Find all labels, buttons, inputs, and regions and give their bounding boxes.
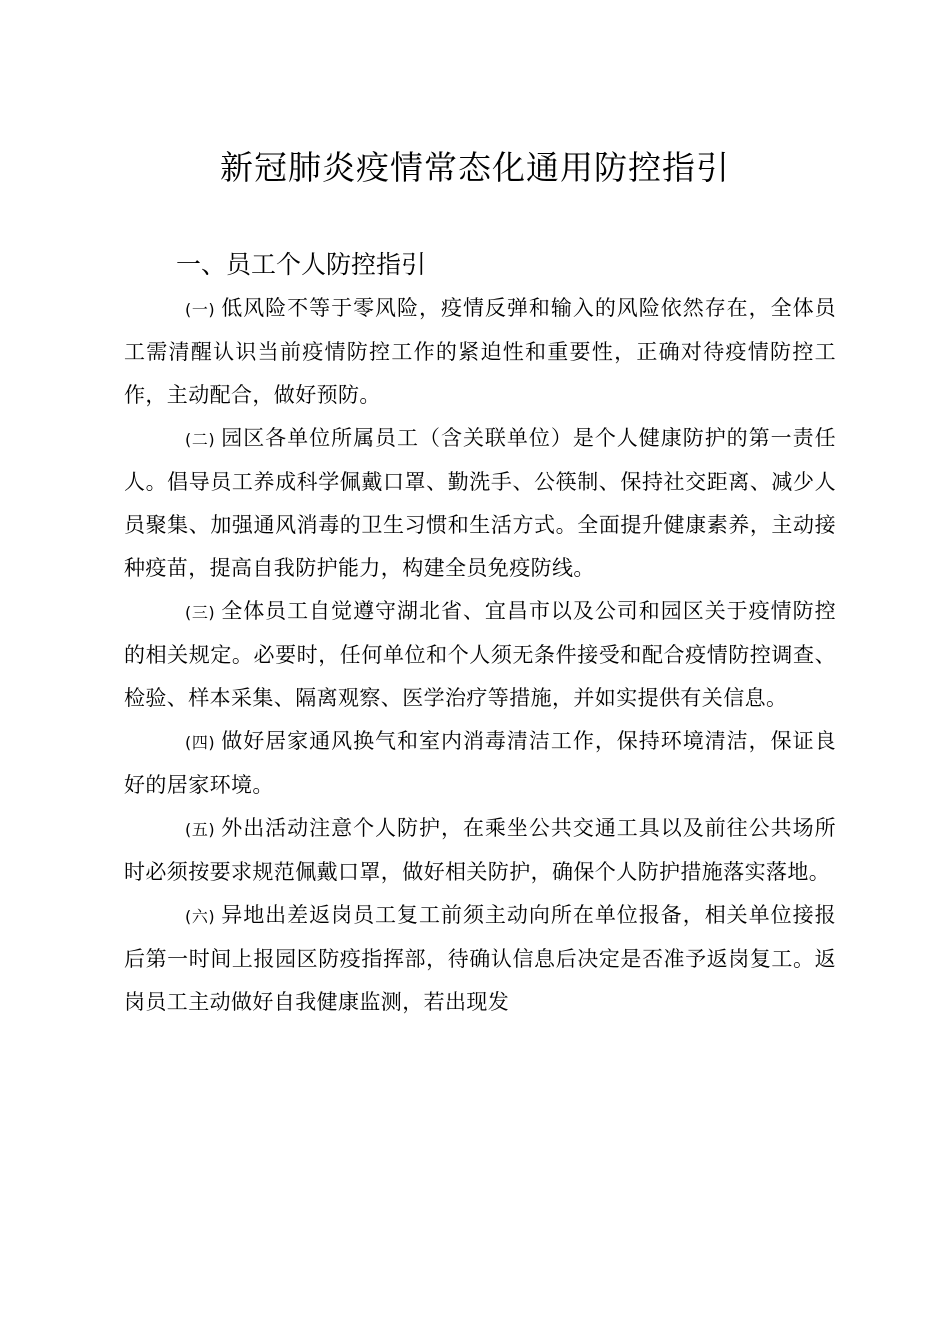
page-title: 新冠肺炎疫情常态化通用防控指引 <box>220 148 730 187</box>
paragraph-marker: (二) <box>185 430 215 449</box>
paragraph-4 <box>124 720 836 807</box>
paragraph-text: 低风险不等于零风险，疫情反弹和输入的风险依然存在，全体员工需清醒认识当前疫情防控工作的紧迫性和重要性，正确对待疫情防控工作，主动配合，做好预防。 <box>124 296 836 407</box>
paragraph-6 <box>124 894 836 1024</box>
paragraph-text: 做好居家通风换气和室内消毒清洁工作，保持环境清洁，保证良好的居家环境。 <box>124 729 836 797</box>
paragraph-marker: (四) <box>185 733 215 752</box>
paragraph-text: 外出活动注意个人防护，在乘坐公共交通工具以及前往公共场所时必须按要求规范佩戴口罩，做好相关防护，确保个人防护措施落实落地。 <box>124 816 836 884</box>
paragraph-marker: (一) <box>185 300 215 319</box>
paragraph-text: 全体员工自觉遵守湖北省、宜昌市以及公司和园区关于疫情防控的相关规定。必要时，任何单位和个人须无条件接受和配合疫情防控调查、检验、样本采集、隔离观察、医学治疗等措施，并如实提供有关信息。 <box>124 599 836 710</box>
paragraph-2 <box>124 417 836 590</box>
paragraph-5 <box>124 807 836 894</box>
document-body <box>124 287 836 1024</box>
paragraph-marker: (五) <box>185 820 215 839</box>
paragraph-text: 园区各单位所属员工（含关联单位）是个人健康防护的第一责任人。倡导员工养成科学佩戴口罩、勤洗手、公筷制、保持社交距离、减少人员聚集、加强通风消毒的卫生习惯和生活方式。全面提升健康素养，主动接种疫苗，提高自我防护能力，构建全员免疫防线。 <box>124 426 836 580</box>
section-heading: 一、员工个人防控指引 <box>176 250 427 279</box>
paragraph-marker: (三) <box>185 603 215 622</box>
paragraph-3 <box>124 590 836 720</box>
paragraph-marker: (六) <box>185 907 215 926</box>
paragraph-text: 异地出差返岗员工复工前须主动向所在单位报备，相关单位接报后第一时间上报园区防疫指挥部，待确认信息后决定是否准予返岗复工。返岗员工主动做好自我健康监测，若出现发 <box>124 903 836 1014</box>
paragraph-1 <box>124 287 836 417</box>
